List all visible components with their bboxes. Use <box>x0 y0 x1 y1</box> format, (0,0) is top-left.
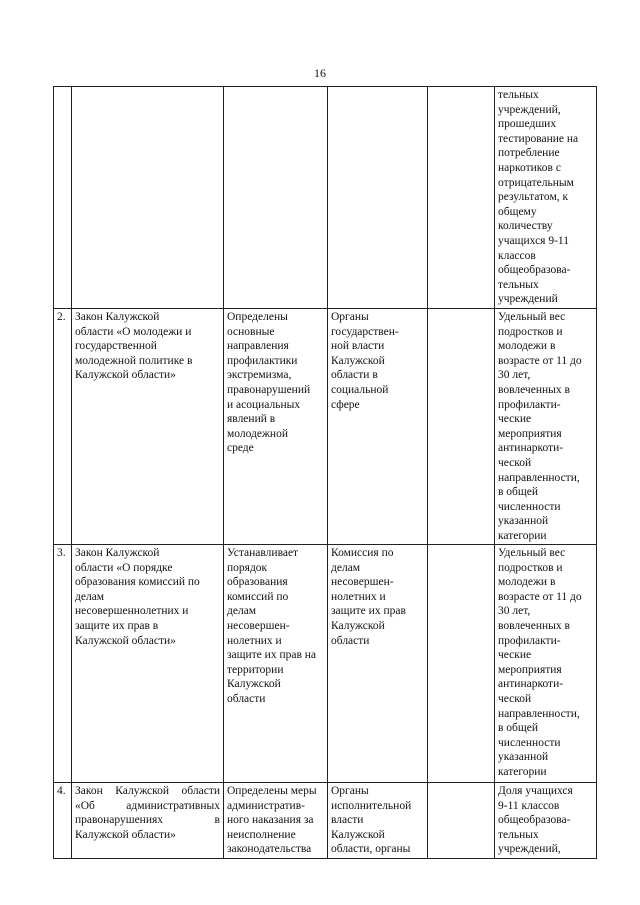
responsible-body: Комиссия по делам несовершен- нолетних и защите их прав Калужской области <box>328 545 428 783</box>
row-number: 4. <box>54 783 72 859</box>
law-description: Определены меры административ- ного наказания за неисполнение законодательства <box>224 783 328 859</box>
row-number <box>54 87 72 309</box>
responsible-body: Органы государствен- ной власти Калужской области в социальной сфере <box>328 309 428 545</box>
row-number: 3. <box>54 545 72 783</box>
table-row <box>54 545 597 783</box>
law-description: Устанавливает порядок образования комиссий по делам несовершен- нолетних и защите их прав на территории Калужской области <box>224 545 328 783</box>
law-description: Определены основные направления профилактики экстремизма, правонарушений и асоциальных явлений в молодежной среде <box>224 309 328 545</box>
indicator: Удельный вес подростков и молодежи в возрасте от 11 до 30 лет, вовлеченных в профилакти- ческие мероприятия антинаркоти- ческой направленности, в общей численности указанной категории <box>495 309 597 545</box>
law-title: Закон Калужской области «О молодежи и государственной молодежной политике в Калужской области» <box>72 309 224 545</box>
law-title: Закон Калужской области «О порядке образования комиссий по делам несовершеннолетних и защите их прав в Калужской области» <box>72 545 224 783</box>
law-title <box>72 87 224 309</box>
law-title: Закон Калужской области «Об административных правонарушениях в Калужской области» <box>72 783 224 859</box>
table-row <box>54 309 597 545</box>
responsible-body: Органы исполнительной власти Калужской области, органы <box>328 783 428 859</box>
indicator: Доля учащихся 9-11 классов общеобразова- тельных учреждений, <box>495 783 597 859</box>
empty-cell <box>428 87 495 309</box>
program-table <box>53 86 597 859</box>
indicator: Удельный вес подростков и молодежи в возрасте от 11 до 30 лет, вовлеченных в профилакти- ческие мероприятия антинаркоти- ческой направленности, в общей численности указанной категории <box>495 545 597 783</box>
empty-cell <box>428 545 495 783</box>
page-number: 16 <box>314 66 326 80</box>
law-description <box>224 87 328 309</box>
responsible-body <box>328 87 428 309</box>
row-number: 2. <box>54 309 72 545</box>
table-row <box>54 87 597 309</box>
table-row <box>54 783 597 859</box>
indicator: тельных учреждений, прошедших тестирование на потребление наркотиков с отрицательным результатом, к общему количеству учащихся 9-11 классов общеобразова- тельных учреждений <box>495 87 597 309</box>
empty-cell <box>428 309 495 545</box>
empty-cell <box>428 783 495 859</box>
